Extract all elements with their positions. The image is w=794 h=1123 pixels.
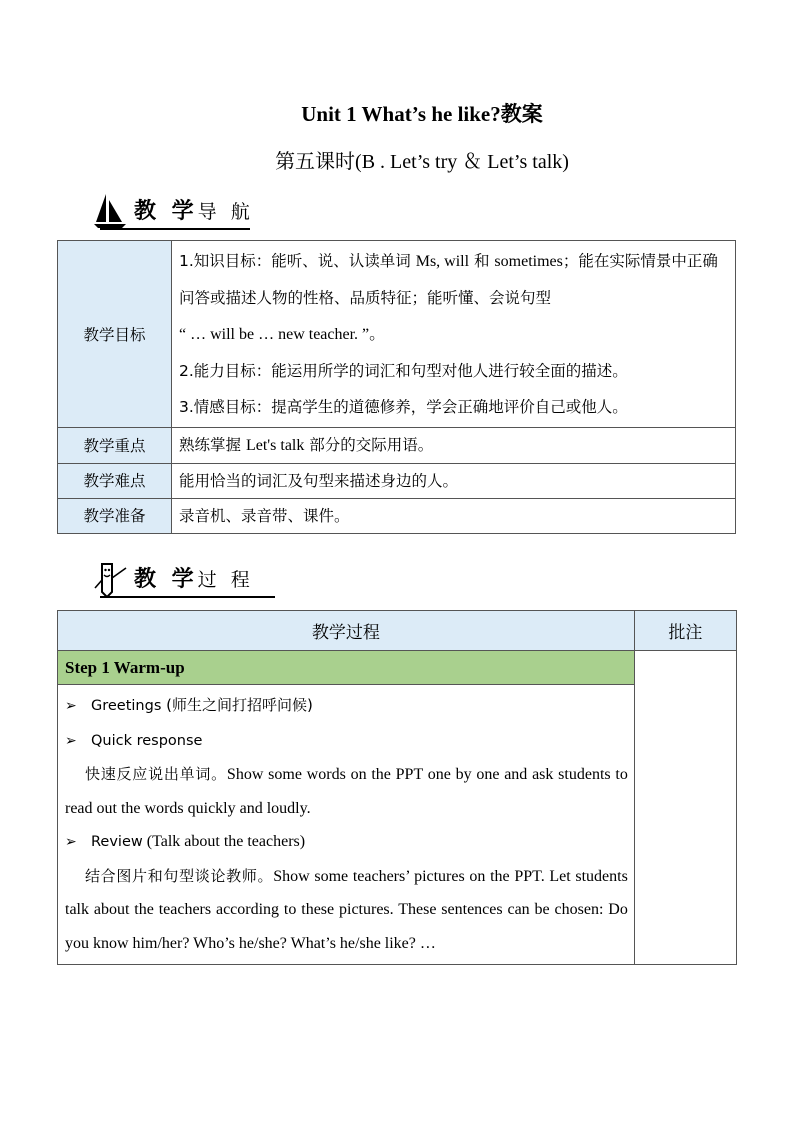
goal-2: 2.能力目标：能运用所学的词汇和句型对他人进行较全面的描述。 bbox=[179, 362, 628, 380]
arrow-bullet-icon: ➢ bbox=[65, 698, 77, 714]
goal-1-text-c: ；能在实际情景中正确问答或描述人物的性格、品质特征；能听懂、会说句型 bbox=[179, 252, 718, 307]
focus-text-en: Let's talk bbox=[245, 437, 305, 454]
goal-1-pattern: “ … will be … new teacher. ”。 bbox=[179, 326, 386, 343]
bullet-review bbox=[65, 825, 628, 860]
table-row bbox=[58, 428, 736, 464]
arrow-bullet-icon: ➢ bbox=[65, 732, 77, 749]
notes-column-header: 批注 bbox=[634, 611, 736, 651]
prep-label: 教学准备 bbox=[58, 499, 172, 534]
goal-1 bbox=[179, 243, 729, 353]
paragraph-en: Show some words on the PPT one by one and ask students to read out the words quickly and loudly. bbox=[65, 766, 628, 817]
nav-banner bbox=[92, 190, 252, 230]
process-banner-underline bbox=[100, 596, 275, 598]
process-banner bbox=[92, 558, 272, 598]
sailboat-icon bbox=[92, 190, 132, 230]
step-1-heading: Step 1 Warm-up bbox=[58, 651, 635, 685]
table-row bbox=[58, 651, 737, 685]
focus-text-b: 部分的交际用语。 bbox=[304, 436, 434, 454]
page-title: Unit 1 What’s he like?教案 bbox=[301, 102, 543, 126]
quick-response-paragraph bbox=[65, 758, 628, 825]
notes-cell[interactable] bbox=[634, 651, 736, 965]
nav-banner-underline bbox=[100, 228, 250, 230]
process-table bbox=[57, 610, 737, 965]
goal-1-words: Ms, will bbox=[415, 253, 470, 270]
focus-cell bbox=[172, 428, 736, 464]
bullet-text: (Talk about the teachers) bbox=[142, 833, 306, 850]
goals-cell bbox=[172, 241, 736, 428]
process-banner-light: 过 程 bbox=[197, 569, 254, 591]
bullet-greetings bbox=[65, 689, 628, 724]
review-paragraph bbox=[65, 860, 628, 961]
paragraph-cn: 快速反应说出单词。 bbox=[85, 765, 227, 783]
step-1-body bbox=[58, 685, 635, 965]
bullet-keyword: Review bbox=[91, 834, 143, 850]
paragraph-en: Show some teachers’ pictures on the PPT. Let students talk about the teachers according to these pictures. These sentences can be chosen: Do you know him/her? Who’s he/she? What’s he/she like? … bbox=[65, 867, 628, 952]
page-subtitle: 第五课时(B . Let’s try ＆ Let’s talk) bbox=[275, 151, 569, 173]
nav-banner-title bbox=[134, 194, 254, 225]
bullet-text: (师生之间打招呼问候) bbox=[161, 696, 313, 714]
nav-banner-bold: 教 学 bbox=[134, 199, 198, 224]
goals-label: 教学目标 bbox=[58, 241, 172, 428]
arrow-bullet-icon: ➢ bbox=[65, 834, 77, 850]
bullet-keyword: Greetings bbox=[91, 698, 162, 714]
bullet-quick-response bbox=[65, 724, 628, 759]
overview-table bbox=[57, 240, 736, 534]
table-header-row bbox=[58, 611, 737, 651]
table-row bbox=[58, 464, 736, 499]
focus-text-a: 熟练掌握 bbox=[179, 436, 246, 454]
process-banner-bold: 教 学 bbox=[134, 567, 198, 592]
prep-cell: 录音机、录音带、课件。 bbox=[172, 499, 736, 534]
bullet-keyword: Quick response bbox=[91, 732, 203, 749]
goal-1-text-b: 和 bbox=[469, 252, 495, 270]
process-banner-title bbox=[134, 562, 254, 593]
table-row bbox=[58, 241, 736, 428]
focus-label: 教学重点 bbox=[58, 428, 172, 464]
nav-banner-light: 导 航 bbox=[197, 201, 254, 223]
process-column-header: 教学过程 bbox=[58, 611, 635, 651]
table-row bbox=[58, 499, 736, 534]
pencil-figure-icon bbox=[92, 558, 132, 598]
goal-3: 3.情感目标：提高学生的道德修养，学会正确地评价自己或他人。 bbox=[179, 398, 628, 416]
goal-1-word: sometimes bbox=[494, 253, 563, 270]
difficulty-cell: 能用恰当的词汇及句型来描述身边的人。 bbox=[172, 464, 736, 499]
goal-1-text-a: 1.知识目标：能听、说、认读单词 bbox=[179, 252, 416, 270]
paragraph-cn: 结合图片和句型谈论教师。 bbox=[85, 866, 274, 885]
difficulty-label: 教学难点 bbox=[58, 464, 172, 499]
